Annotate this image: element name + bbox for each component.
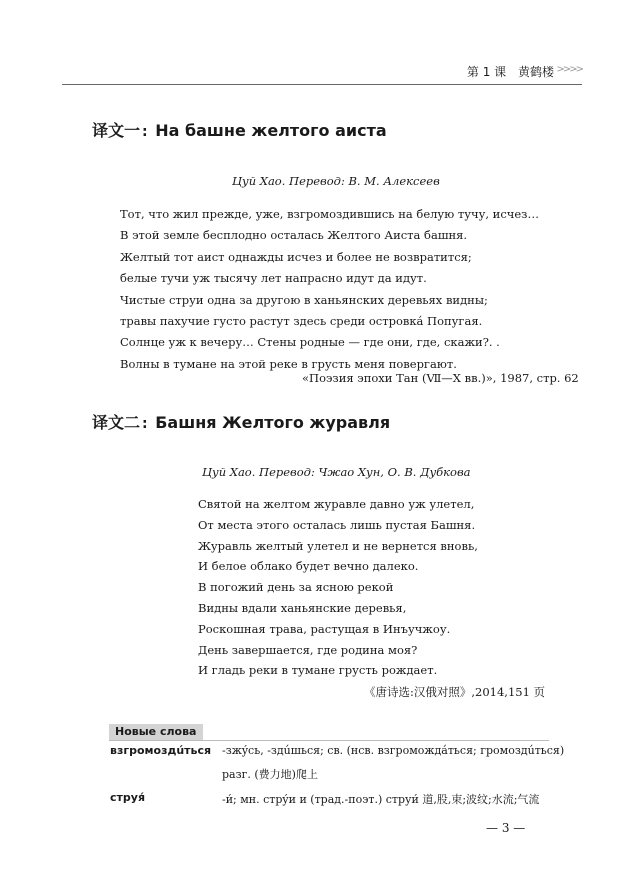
page-header (62, 62, 582, 85)
poem-line: Волны в тумане на этой реке в грусть меня повергают. (120, 356, 457, 371)
section2-label: 译文二 (92, 413, 141, 432)
section1-title-text: На башне желтого аиста (155, 121, 387, 140)
vocab-heading: Новые слова (109, 724, 203, 740)
section1-label: 译文一 (92, 121, 141, 140)
poem-line: Видны вдали ханьянские деревья, (198, 600, 407, 615)
vocab-word: взгромоздúться (110, 744, 212, 757)
poem-line: Чистые струи одна за другою в ханьянских деревьях видны; (120, 292, 488, 307)
poem-line: Роскошная трава, растущая в Инъучжоу. (198, 621, 451, 636)
vocab-divider (109, 740, 549, 741)
section1-byline: Цуй Хао. Перевод: В. М. Алексеев (232, 174, 440, 188)
vocab-definition: -зжýсь, -здúшься; св. (нсв. взгромождáться; громоздúться) (222, 744, 565, 757)
vocab-definition-continued: разг. (费力地)爬上 (222, 768, 318, 781)
poem-line: Желтый тот аист однажды исчез и более не возвратится; (120, 249, 472, 264)
vocab-word: струя́ (110, 791, 146, 804)
poem-line: Тот, что жил прежде, уже, взгромоздившись на белую тучу, исчез… (120, 207, 539, 221)
poem-line: Журавль желтый улетел и не вернется вновь, (198, 538, 478, 553)
section2-title-text: Башня Желтого журавля (155, 413, 391, 432)
poem-line: В этой земле бесплодно осталась Желтого Аиста башня. (120, 228, 468, 243)
poem-line: И гладь реки в тумане грусть рождает. (198, 663, 438, 678)
section2-byline: Цуй Хао. Перевод: Чжао Хун, О. В. Дубкова (202, 465, 471, 479)
section1-poem (120, 204, 539, 375)
running-head (459, 63, 554, 80)
section2-source: 《唐诗选:汉俄对照》,2014,151 页 (364, 685, 546, 699)
section1-separator: : (142, 124, 148, 140)
poem-line: травы пахучие густо растут здесь среди островкá Попугая. (120, 313, 483, 328)
poem-line: День завершается, где родина моя? (198, 642, 418, 657)
poem-line: Солнце уж к вечеру… Стены родные — где они, где, скажи?. . (120, 335, 500, 350)
section1-title (92, 118, 387, 141)
poem-line: В погожий день за ясною рекой (198, 580, 394, 595)
section2-title (92, 410, 390, 433)
page-number: — 3 — (486, 821, 526, 835)
section2-poem (198, 494, 478, 681)
lesson-topic: 黄鹤楼 (517, 65, 554, 79)
section1-source: «Поэзия эпохи Тан (Ⅶ—Ⅹ вв.)», 1987, стр. 62 (302, 371, 579, 385)
poem-line: И белое облако будет вечно далеко. (198, 559, 419, 574)
vocab-definition: -и́; мн. стрýи и (трад.-поэт.) струи́ 道,股,束;波纹;水流;气流 (222, 793, 540, 806)
poem-line: От места этого осталась лишь пустая Башня. (198, 517, 476, 532)
section2-separator: : (142, 416, 148, 432)
lesson-label: 第 1 课 (466, 65, 507, 79)
chevrons-decoration-icon: >>>> (556, 64, 582, 75)
poem-line: Святой на желтом журавле давно уж улетел, (198, 497, 475, 511)
poem-line: белые тучи уж тысячу лет напрасно идут да идут. (120, 271, 427, 286)
